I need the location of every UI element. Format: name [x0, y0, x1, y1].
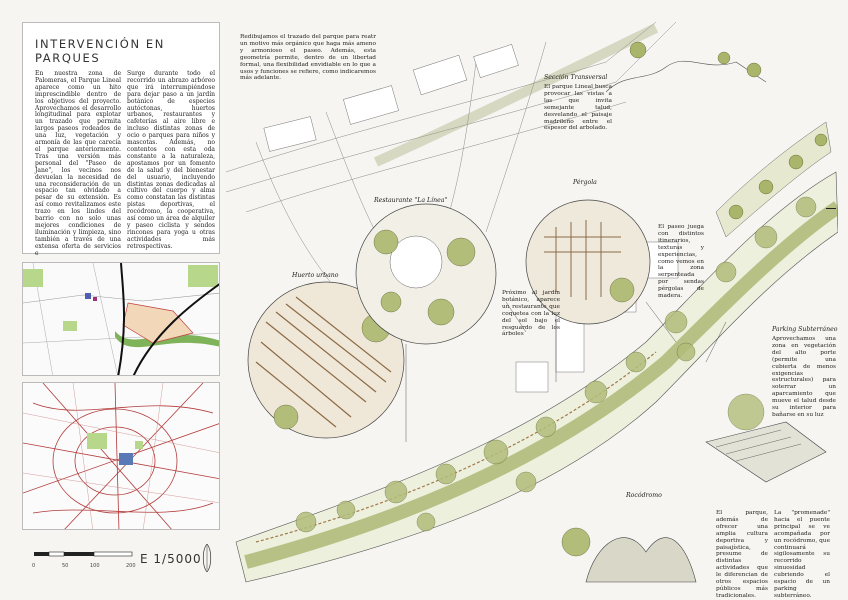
label-rocodromo: Rocódromo	[626, 492, 662, 499]
scale-ratio: E 1/5000	[140, 552, 202, 566]
caption-redibujamos: Redibujamos el trazado del parque para reatr un motivo más orgánico que haga más ameno y armonioso el paseo. Además, esta geometría permite, dentro de un libertad formal, una flexibilidad envidiable en lo que a usos y funciones se refiere, como indicaremos más adelante.	[240, 34, 376, 82]
scale-tick-50: 50	[62, 563, 69, 569]
caption-botanico: Próximo al jardín botánico, aparece un restaurante que coquetea con la luz del sol bajo el resguardo de los árboles	[502, 290, 560, 338]
label-huerto-urbano: Huerto urbano	[292, 272, 339, 279]
intro-column-1: En nuestra zona de Palomeras, el Parque Lineal aparece como un hito imprescindible dentro de los objetivos del proyecto. Aprovechamos el desarrollo longitudinal para explotar un trazado que permita largos paseos rodeados de una luz, vegetación y armonía de las que carecía el parque anteriormente. Tras una versión más personal del "Paseo de Jane", los vecinos nos devuelan la necesidad de una reconsideración de un espacio tan olvidado a pesar de su extensión. Es así como revitalizamos este trazo en los lindes del barrio con no solo unas mejores condiciones de iluminación y limpieza, sino también a través de una extensa oferta de servicios e	[35, 70, 121, 257]
location-map-drawing	[23, 263, 220, 376]
caption-promenade: La "promenade" hacia el puente principal se ve acompañada por un rocódromo, que continuará sigilosamente su recorrido sinuosidad cubriendo el espacio de un parking subterráneo.	[774, 510, 830, 599]
scale-tick-0: 0	[32, 563, 36, 569]
scale-bar	[22, 538, 220, 578]
north-arrow-icon	[200, 544, 214, 572]
caption-seccion: El parque Lineal busca provocar las vistas a las que invita semejante talud, desvelando el paisaje madrileño entre el espesor del arbolado.	[544, 84, 612, 132]
scale-tick-100: 100	[90, 563, 100, 569]
location-map	[22, 262, 220, 376]
page-title: INTERVENCIÓN EN PARQUES	[35, 37, 165, 65]
caption-paseo: El paseo juega con distintos itinerarios, texturas y experiencias, como vemos en la zona serpenteada por sendas pérgolas de madera.	[658, 224, 704, 300]
park-plan-drawing	[226, 22, 838, 599]
label-parking: Parking Subterráneo	[772, 326, 838, 333]
section-marker	[826, 208, 836, 209]
city-map	[22, 382, 220, 530]
intro-column-2: Surge durante todo el recorrido un abrazo arbóreo que irá interrumpiéndose para dejar paso a un jardín botánico de especies autóctonas, huertos urbanos, restaurantes y cafeterías al aire libre e incluso distintas zonas de ocio o parques para niños y mascotas. Además, no contentos con esta oda constante a la naturaleza, apostamos por un fomento de la salud y del bienestar del usuario, incluyendo distintas zonas dedicadas al cultivo del cuerpo y alma como constatan las distintas pistas deportivas, el rocódromo, la cooperativa, así como un área de alquiler y paseo ciclista y sendos rincones para yoga u otras actividades más retrospectivas.	[127, 70, 215, 250]
caption-parking: Aprovechamos una zona en vegetación del alto porte (permite una cubierta de menos exigencias estructurales) para soterrar un aparcamiento que mueve el talud desde su interior para bañarse en su luz	[772, 336, 836, 418]
label-pergola: Pérgola	[573, 179, 597, 186]
city-map-drawing	[23, 383, 220, 530]
scale-tick-200: 200	[126, 563, 136, 569]
label-restaurante: Restaurante "La Línea"	[374, 197, 448, 204]
caption-cultura: El parque, además de ofrecer una amplia cultura deportiva y paisajística, presume de distintas actividades que le diferencian de otros espacios públicos más tradicionales.	[716, 510, 768, 599]
title-panel	[22, 22, 220, 257]
label-seccion-transversal: Sección Transversal	[544, 74, 608, 81]
